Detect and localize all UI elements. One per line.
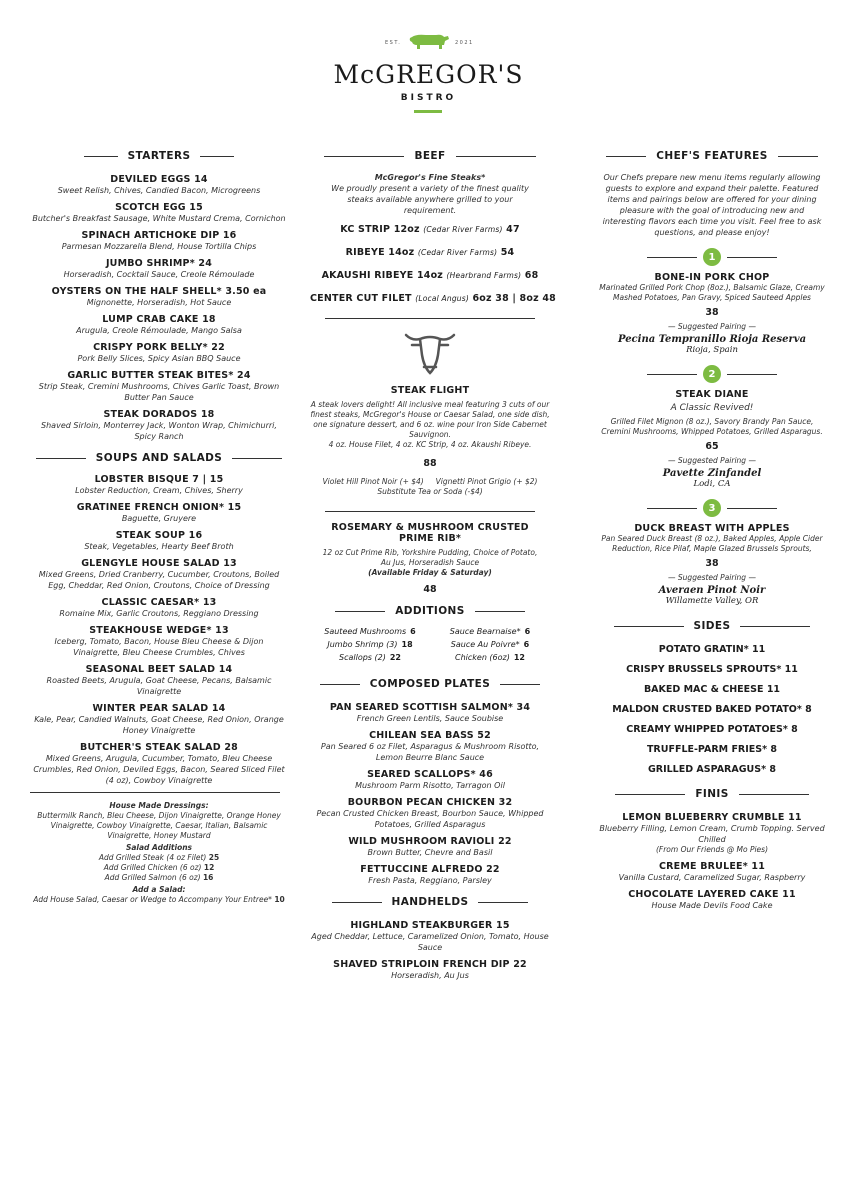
- addition-item: [430, 638, 550, 651]
- item-desc: Mignonette, Horseradish, Hot Sauce: [86, 298, 232, 307]
- salad-item: [30, 530, 288, 552]
- side-price: 11: [766, 684, 781, 695]
- item-desc: Fresh Pasta, Reggiano, Parsley: [368, 876, 492, 885]
- item-desc: Horseradish, Cocktail Sauce, Creole Rémoulade: [63, 270, 255, 279]
- item-name-row: [30, 202, 288, 213]
- steak-farm: (Cedar River Farms): [417, 248, 498, 257]
- item-name-row: [30, 286, 288, 297]
- divider: [647, 257, 697, 258]
- feature-price: 38: [705, 558, 719, 569]
- item-desc: Pecan Crusted Chicken Breast, Bourbon Sauce, Whipped Potatoes, Grilled Asparagus: [316, 809, 544, 829]
- item-name: GLENGYLE HOUSE SALAD: [81, 558, 220, 569]
- feature-badge: [597, 499, 827, 517]
- item-desc: Blueberry Filling, Lemon Cream, Crumb Topping. Served Chilled: [599, 824, 825, 844]
- pairing-region: Willamette Valley, OR: [665, 596, 759, 606]
- steak-item: [310, 270, 550, 281]
- starter-item: [30, 202, 288, 224]
- item-price: 28: [224, 742, 238, 753]
- salad-addition: [30, 873, 288, 883]
- item-name-row: [30, 174, 288, 185]
- item-desc: Romaine Mix, Garlic Croutons, Reggiano Dressing: [59, 609, 259, 618]
- side-item: [597, 764, 827, 775]
- item-name: SCOTCH EGG: [115, 202, 186, 213]
- item-name-row: [30, 474, 288, 485]
- salad-item: [30, 502, 288, 524]
- starter-item: [30, 342, 288, 364]
- dressings-text: Buttermilk Ranch, Bleu Cheese, Dijon Vinaigrette, Orange Honey Vinaigrette, Cowboy Vinaigrette, Caesar, Italian, Balsamic Vinaigrette, Honey Mustard: [37, 811, 281, 840]
- item-price: 13: [215, 625, 229, 636]
- salad-addition-label: Add Grilled Steak (4 oz Filet): [98, 853, 207, 862]
- item-name-row: [30, 230, 288, 241]
- starter-item: [30, 258, 288, 280]
- dessert-item: [597, 812, 827, 855]
- item-name-row: [597, 861, 827, 872]
- addition-name: Sauce Bearnaise*: [449, 627, 521, 636]
- divider: [727, 374, 777, 375]
- side-price: 8: [769, 764, 776, 775]
- steak-name: AKAUSHI RIBEYE: [321, 270, 414, 281]
- item-name-row: [30, 742, 288, 753]
- flight-option: Vignetti Pinot Grigio (+ $2): [435, 477, 538, 486]
- item-price: 3.50 ea: [225, 286, 267, 297]
- add-salad-price: 10: [274, 895, 285, 904]
- divider: [727, 257, 777, 258]
- item-price: 13: [202, 597, 217, 608]
- side-price: 8: [770, 744, 778, 755]
- salad-addition: [30, 863, 288, 873]
- item-name: CREME BRULEE*: [658, 861, 748, 872]
- handhelds-heading: HANDHELDS: [310, 892, 550, 912]
- pairing-label: — Suggested Pairing —: [668, 322, 756, 331]
- steak-flight-title: STEAK FLIGHT: [390, 385, 470, 396]
- additions-grid: [310, 625, 550, 664]
- salad-additions-title: Salad Additions: [125, 843, 193, 852]
- feature-number-icon: 2: [703, 365, 721, 383]
- item-name: FETTUCCINE ALFREDO: [360, 864, 483, 875]
- handheld-item: [310, 959, 550, 981]
- item-name: CHILEAN SEA BASS: [369, 730, 474, 741]
- steak-item: [310, 247, 550, 258]
- item-name: GARLIC BUTTER STEAK BITES*: [67, 370, 234, 381]
- item-name: SEARED SCALLOPS*: [367, 769, 476, 780]
- salad-addition: [30, 853, 288, 863]
- composed-item: [310, 836, 550, 858]
- item-desc: Shaved Sirloin, Monterrey Jack, Wonton Wrap, Chimichurri, Spicy Ranch: [41, 421, 277, 441]
- item-price: 22: [486, 864, 500, 875]
- soups-heading: SOUPS AND SALADS: [30, 448, 288, 468]
- feature-desc: Marinated Grilled Pork Chop (8oz.), Balsamic Glaze, Creamy Mashed Potatoes, Pan Gravy, Spiced Sauteed Apples: [599, 283, 825, 302]
- salad-item: [30, 474, 288, 496]
- addition-price: 6: [524, 627, 531, 636]
- composed-heading: COMPOSED PLATES: [310, 674, 550, 694]
- side-price: 8: [805, 704, 812, 715]
- addition-item: [310, 651, 430, 664]
- side-name: BAKED MAC & CHEESE: [643, 684, 764, 695]
- beef-heading: BEEF: [310, 146, 550, 166]
- dessert-item: [597, 889, 827, 911]
- starter-item: [30, 286, 288, 308]
- item-desc: Iceberg, Tomato, Bacon, House Bleu Cheese & Dijon Vinaigrette, Bleu Cheese Crumbles, Chives: [54, 637, 264, 657]
- steak-size: 14oz: [388, 247, 415, 258]
- starter-item: [30, 174, 288, 196]
- side-item: [597, 744, 827, 755]
- item-name-row: [30, 409, 288, 420]
- item-desc: Roasted Beets, Arugula, Goat Cheese, Pecans, Balsamic Vinaigrette: [46, 676, 272, 696]
- item-name: GRATINEE FRENCH ONION*: [76, 502, 225, 513]
- item-name: WINTER PEAR SALAD: [92, 703, 209, 714]
- item-name-row: [30, 314, 288, 325]
- feature-desc: Pan Seared Duck Breast (8 oz.), Baked Apples, Apple Cider Reduction, Rice Pilaf, Maple Glazed Brussels Sprouts,: [601, 534, 823, 553]
- item-name-row: [30, 530, 288, 541]
- feature-desc: Grilled Filet Mignon (8 oz.), Savory Brandy Pan Sauce, Cremini Mushrooms, Whipped Potatoes, Grilled Asparagus.: [601, 417, 823, 436]
- salad-item: [30, 742, 288, 786]
- composed-item: [310, 864, 550, 886]
- feature-name: STEAK DIANE: [675, 389, 749, 400]
- side-name: MALDON CRUSTED BAKED POTATO*: [612, 704, 802, 715]
- handheld-item: [310, 920, 550, 953]
- item-price: 22: [498, 836, 512, 847]
- item-name: SHAVED STRIPLOIN FRENCH DIP: [333, 959, 510, 970]
- feature-number-icon: 1: [703, 248, 721, 266]
- feature-item: [597, 523, 827, 606]
- item-desc: Mixed Greens, Arugula, Cucumber, Tomato, Bleu Cheese Crumbles, Red Onion, Deviled Eggs, Bacon, Seared Sliced Filet (4 oz), Cowboy Vinaigrette: [33, 754, 285, 785]
- item-name: SPINACH ARTICHOKE DIP: [81, 230, 220, 241]
- item-price: 24: [198, 258, 213, 269]
- pairing-label: — Suggested Pairing —: [668, 456, 756, 465]
- salad-item: [30, 625, 288, 658]
- item-desc: Aged Cheddar, Lettuce, Caramelized Onion, Tomato, House Sauce: [311, 932, 549, 952]
- steak-price: 68: [524, 270, 539, 281]
- add-salad-text: Add House Salad, Caesar or Wedge to Accompany Your Entree*: [33, 895, 272, 904]
- steak-name: KC STRIP: [340, 224, 391, 235]
- item-price: 11: [782, 889, 796, 900]
- item-name: CRISPY PORK BELLY*: [93, 342, 208, 353]
- item-name: STEAK DORADOS: [103, 409, 198, 420]
- salad-addition-price: 25: [208, 853, 220, 862]
- item-desc: Parmesan Mozzarella Blend, House Tortilla Chips: [61, 242, 257, 251]
- item-name: LOBSTER BISQUE: [94, 474, 189, 485]
- side-item: [597, 684, 827, 695]
- item-price: 18: [202, 314, 216, 325]
- item-price: 13: [223, 558, 237, 569]
- addition-name: Scallops (2): [339, 653, 386, 662]
- item-name: CLASSIC CAESAR*: [101, 597, 200, 608]
- side-item: [597, 664, 827, 675]
- addition-name: Sauteed Mushrooms: [324, 627, 407, 636]
- side-name: CREAMY WHIPPED POTATOES*: [626, 724, 788, 735]
- item-price: 15: [496, 920, 510, 931]
- item-price: 22: [513, 959, 527, 970]
- divider: [647, 508, 697, 509]
- salad-addition-price: 12: [203, 863, 215, 872]
- item-note: (From Our Friends @ Mo Pies): [655, 845, 768, 854]
- column-right: [597, 146, 827, 917]
- beef-subtitle: McGregor's Fine Steaks*: [374, 173, 486, 182]
- item-name-row: [310, 797, 550, 808]
- cow-logo-icon: [406, 33, 450, 51]
- feature-number-icon: 3: [703, 499, 721, 517]
- item-name: CHOCOLATE LAYERED CAKE: [628, 889, 779, 900]
- side-name: CRISPY BRUSSELS SPROUTS*: [626, 664, 782, 675]
- addition-price: 22: [389, 653, 401, 662]
- feature-price: 65: [705, 441, 719, 452]
- composed-item: [310, 769, 550, 791]
- item-desc: Mixed Greens, Dried Cranberry, Cucumber, Croutons, Boiled Egg, Cheddar, Red Onion, Croutons, Choice of Dressing: [38, 570, 280, 590]
- accent-bar: [414, 110, 442, 113]
- item-name: BUTCHER'S STEAK SALAD: [80, 742, 221, 753]
- item-name: LUMP CRAB CAKE: [102, 314, 199, 325]
- composed-item: [310, 797, 550, 830]
- cow-head-icon: [398, 327, 462, 377]
- item-name: HIGHLAND STEAKBURGER: [350, 920, 493, 931]
- est-year: 2021: [455, 40, 474, 46]
- item-name-row: [597, 812, 827, 823]
- item-name: JUMBO SHRIMP*: [105, 258, 195, 269]
- item-price: 16: [222, 230, 237, 241]
- item-name-row: [30, 703, 288, 714]
- item-desc: House Made Devils Food Cake: [651, 901, 773, 910]
- item-price: 15: [227, 502, 242, 513]
- beef-intro: We proudly present a variety of the finest quality steaks available anywhere grilled to your requirement.: [331, 184, 529, 215]
- item-name-row: [310, 864, 550, 875]
- item-price: 14: [218, 664, 233, 675]
- pairing-wine: Pecina Tempranillo Rioja Reserva: [617, 334, 807, 345]
- addition-price: 6: [523, 640, 530, 649]
- steak-size: 14oz: [416, 270, 444, 281]
- item-name: STEAKHOUSE WEDGE*: [89, 625, 212, 636]
- item-name: DEVILED EGGS: [110, 174, 191, 185]
- item-name: PAN SEARED SCOTTISH SALMON*: [329, 702, 514, 713]
- dressings-block: [30, 801, 288, 905]
- addition-item: [430, 651, 550, 664]
- addition-item: [310, 625, 430, 638]
- feature-name: DUCK BREAST WITH APPLES: [634, 523, 790, 534]
- item-price: 11: [788, 812, 802, 823]
- item-price: 16: [188, 530, 203, 541]
- addition-item: [430, 625, 550, 638]
- starter-item: [30, 370, 288, 403]
- steak-name: RIBEYE: [345, 247, 385, 258]
- steak-name: CENTER CUT FILET: [310, 293, 412, 304]
- item-desc: Sweet Relish, Chives, Candied Bacon, Microgreens: [57, 186, 261, 195]
- side-price: 11: [784, 664, 798, 675]
- salad-addition-price: 16: [202, 873, 214, 882]
- item-desc: Arugula, Creole Rémoulade, Mango Salsa: [76, 326, 242, 335]
- item-desc: Pan Seared 6 oz Filet, Asparagus & Mushroom Risotto, Lemon Beurre Blanc Sauce: [320, 742, 540, 762]
- item-name: WILD MUSHROOM RAVIOLI: [348, 836, 495, 847]
- prime-rib-price: 48: [423, 584, 437, 595]
- side-item: [597, 644, 827, 655]
- item-name-row: [310, 920, 550, 931]
- steak-price: 47: [506, 224, 520, 235]
- salad-item: [30, 703, 288, 736]
- item-name-row: [30, 370, 288, 381]
- steak-farm: (Hearbrand Farms): [446, 271, 522, 280]
- item-price: 46: [479, 769, 493, 780]
- side-name: POTATO GRATIN*: [658, 644, 749, 655]
- item-desc: Pork Belly Slices, Spicy Asian BBQ Sauce: [77, 354, 241, 363]
- steak-flight-desc: A steak lovers delight! All inclusive meal featuring 3 cuts of our finest steaks, McGregor's House or Caesar Salad, one side dish, one signature dessert, and 6 oz. wine pour Iron Side Cabernet Sauvignon.: [310, 400, 550, 439]
- steak-item: [310, 224, 550, 235]
- pairing-wine: Pavette Zinfandel: [662, 468, 762, 479]
- composed-item: [310, 702, 550, 724]
- header: [0, 0, 857, 130]
- feature-badge: [597, 365, 827, 383]
- flight-option: Violet Hill Pinot Noir (+ $4): [322, 477, 424, 486]
- steak-farm: (Local Angus): [415, 294, 469, 303]
- starter-item: [30, 314, 288, 336]
- pairing-label: — Suggested Pairing —: [668, 573, 756, 582]
- salad-addition-label: Add Grilled Salmon (6 oz): [104, 873, 201, 882]
- item-price: 11: [751, 861, 766, 872]
- item-name-row: [30, 558, 288, 569]
- feature-item: [597, 272, 827, 355]
- item-name-row: [597, 889, 827, 900]
- divider: [30, 792, 280, 793]
- item-desc: Mushroom Parm Risotto, Tarragon Oil: [355, 781, 505, 790]
- item-name-row: [30, 342, 288, 353]
- item-price: 18: [200, 409, 215, 420]
- steak-flight-price: 88: [423, 458, 437, 469]
- item-name: BOURBON PECAN CHICKEN: [347, 797, 496, 808]
- addition-price: 6: [410, 627, 416, 636]
- salad-addition-label: Add Grilled Chicken (6 oz): [103, 863, 202, 872]
- item-name-row: [30, 597, 288, 608]
- item-desc: Strip Steak, Cremini Mushrooms, Chives Garlic Toast, Brown Butter Pan Sauce: [38, 382, 280, 402]
- item-price: 52: [477, 730, 491, 741]
- steak-size: 12oz: [393, 224, 420, 235]
- addition-name: Chicken (6oz): [454, 653, 510, 662]
- prime-rib-desc: 12 oz Cut Prime Rib, Yorkshire Pudding, Choice of Potato, Au Jus, Horseradish Sauce: [322, 548, 538, 567]
- item-desc: Brown Butter, Chevre and Basil: [367, 848, 493, 857]
- item-name: OYSTERS ON THE HALF SHELL*: [51, 286, 222, 297]
- chef-intro: Our Chefs prepare new menu items regularly allowing guests to explore and expand their palette. Featured items and pairings below are offered for your dining pleasure with the goal of introducing new and interesting flavors each time you visit. Feel free to ask questions, and please enjoy!: [602, 173, 822, 237]
- side-item: [597, 704, 827, 715]
- side-name: TRUFFLE-PARM FRIES*: [646, 744, 768, 755]
- divider: [647, 374, 697, 375]
- addition-name: Jumbo Shrimp (3): [327, 640, 398, 649]
- feature-item: [597, 389, 827, 489]
- item-price: 32: [498, 797, 513, 808]
- divider: [727, 508, 777, 509]
- sides-heading: SIDES: [597, 616, 827, 636]
- item-desc: Baguette, Gruyere: [121, 514, 197, 523]
- item-name-row: [310, 769, 550, 780]
- add-salad-title: Add a Salad:: [132, 885, 186, 894]
- feature-name: BONE-IN PORK CHOP: [654, 272, 770, 283]
- side-price: 8: [791, 724, 798, 735]
- pairing-region: Rioja, Spain: [686, 345, 738, 355]
- item-name-row: [310, 959, 550, 970]
- feature-badge: [597, 248, 827, 266]
- divider: [325, 318, 535, 319]
- steak-item: [310, 293, 556, 304]
- item-price: 14: [211, 703, 226, 714]
- item-price: 34: [516, 702, 531, 713]
- item-name-row: [30, 625, 288, 636]
- addition-price: 18: [401, 640, 413, 649]
- item-name-row: [310, 702, 550, 713]
- item-desc: Horseradish, Au Jus: [391, 971, 469, 980]
- item-desc: Vanilla Custard, Caramelized Sugar, Raspberry: [618, 873, 806, 882]
- prime-rib-title: ROSEMARY & MUSHROOM CRUSTED PRIME RIB*: [331, 522, 529, 544]
- item-desc: French Green Lentils, Sauce Soubise: [356, 714, 504, 723]
- column-middle: [310, 146, 556, 987]
- side-price: 11: [752, 644, 766, 655]
- starters-heading: STARTERS: [30, 146, 288, 166]
- addition-price: 12: [513, 653, 525, 662]
- starter-item: [30, 230, 288, 252]
- item-name: STEAK SOUP: [115, 530, 186, 541]
- brand-subtitle: BISTRO: [400, 93, 457, 103]
- steak-price: 6oz 38 | 8oz 48: [472, 293, 556, 304]
- starter-item: [30, 409, 288, 442]
- item-name: SEASONAL BEET SALAD: [85, 664, 216, 675]
- feature-price: 38: [705, 307, 719, 318]
- pairing-region: Lodi, CA: [693, 479, 731, 489]
- steak-farm: (Cedar River Farms): [423, 225, 503, 234]
- steak-price: 54: [500, 247, 515, 258]
- flight-option: Substitute Tea or Soda (-$4): [377, 487, 483, 496]
- item-desc: Steak, Vegetables, Hearty Beef Broth: [84, 542, 234, 551]
- additions-heading: ADDITIONS: [310, 601, 550, 621]
- side-name: GRILLED ASPARAGUS*: [647, 764, 767, 775]
- item-desc: Lobster Reduction, Cream, Chives, Sherry: [75, 486, 243, 495]
- item-name-row: [30, 258, 288, 269]
- finis-heading: FINIS: [597, 784, 827, 804]
- divider: [325, 511, 535, 512]
- side-item: [597, 724, 827, 735]
- item-price: 14: [194, 174, 208, 185]
- item-name-row: [310, 836, 550, 847]
- addition-name: Sauce Au Poivre*: [450, 640, 520, 649]
- chef-heading: CHEF'S FEATURES: [597, 146, 827, 166]
- item-name-row: [30, 502, 288, 513]
- item-price: 24: [237, 370, 251, 381]
- item-name-row: [30, 664, 288, 675]
- salad-item: [30, 664, 288, 697]
- item-desc: Butcher's Breakfast Sausage, White Mustard Crema, Cornichon: [32, 214, 286, 223]
- item-name: LEMON BLUEBERRY CRUMBLE: [622, 812, 785, 823]
- item-desc: Kale, Pear, Candied Walnuts, Goat Cheese, Red Onion, Orange Honey Vinaigrette: [34, 715, 284, 735]
- item-name-row: [310, 730, 550, 741]
- pairing-wine: Averaen Pinot Noir: [658, 585, 766, 596]
- salad-item: [30, 558, 288, 591]
- est-label: EST.: [385, 40, 402, 46]
- composed-item: [310, 730, 550, 763]
- dessert-item: [597, 861, 827, 883]
- item-price: 7 | 15: [192, 474, 224, 485]
- item-price: 15: [189, 202, 203, 213]
- brand-title: McGREGOR'S: [333, 60, 524, 89]
- steak-flight-cuts: 4 oz. House Filet, 4 oz. KC Strip, 4 oz. Akaushi Ribeye.: [328, 440, 532, 449]
- prime-rib-avail: (Available Friday & Saturday): [368, 568, 492, 577]
- column-left: [30, 146, 288, 905]
- addition-item: [310, 638, 430, 651]
- feature-tag: A Classic Revived!: [670, 403, 754, 413]
- item-price: 22: [211, 342, 225, 353]
- salad-item: [30, 597, 288, 619]
- dressings-title: House Made Dressings:: [109, 801, 209, 810]
